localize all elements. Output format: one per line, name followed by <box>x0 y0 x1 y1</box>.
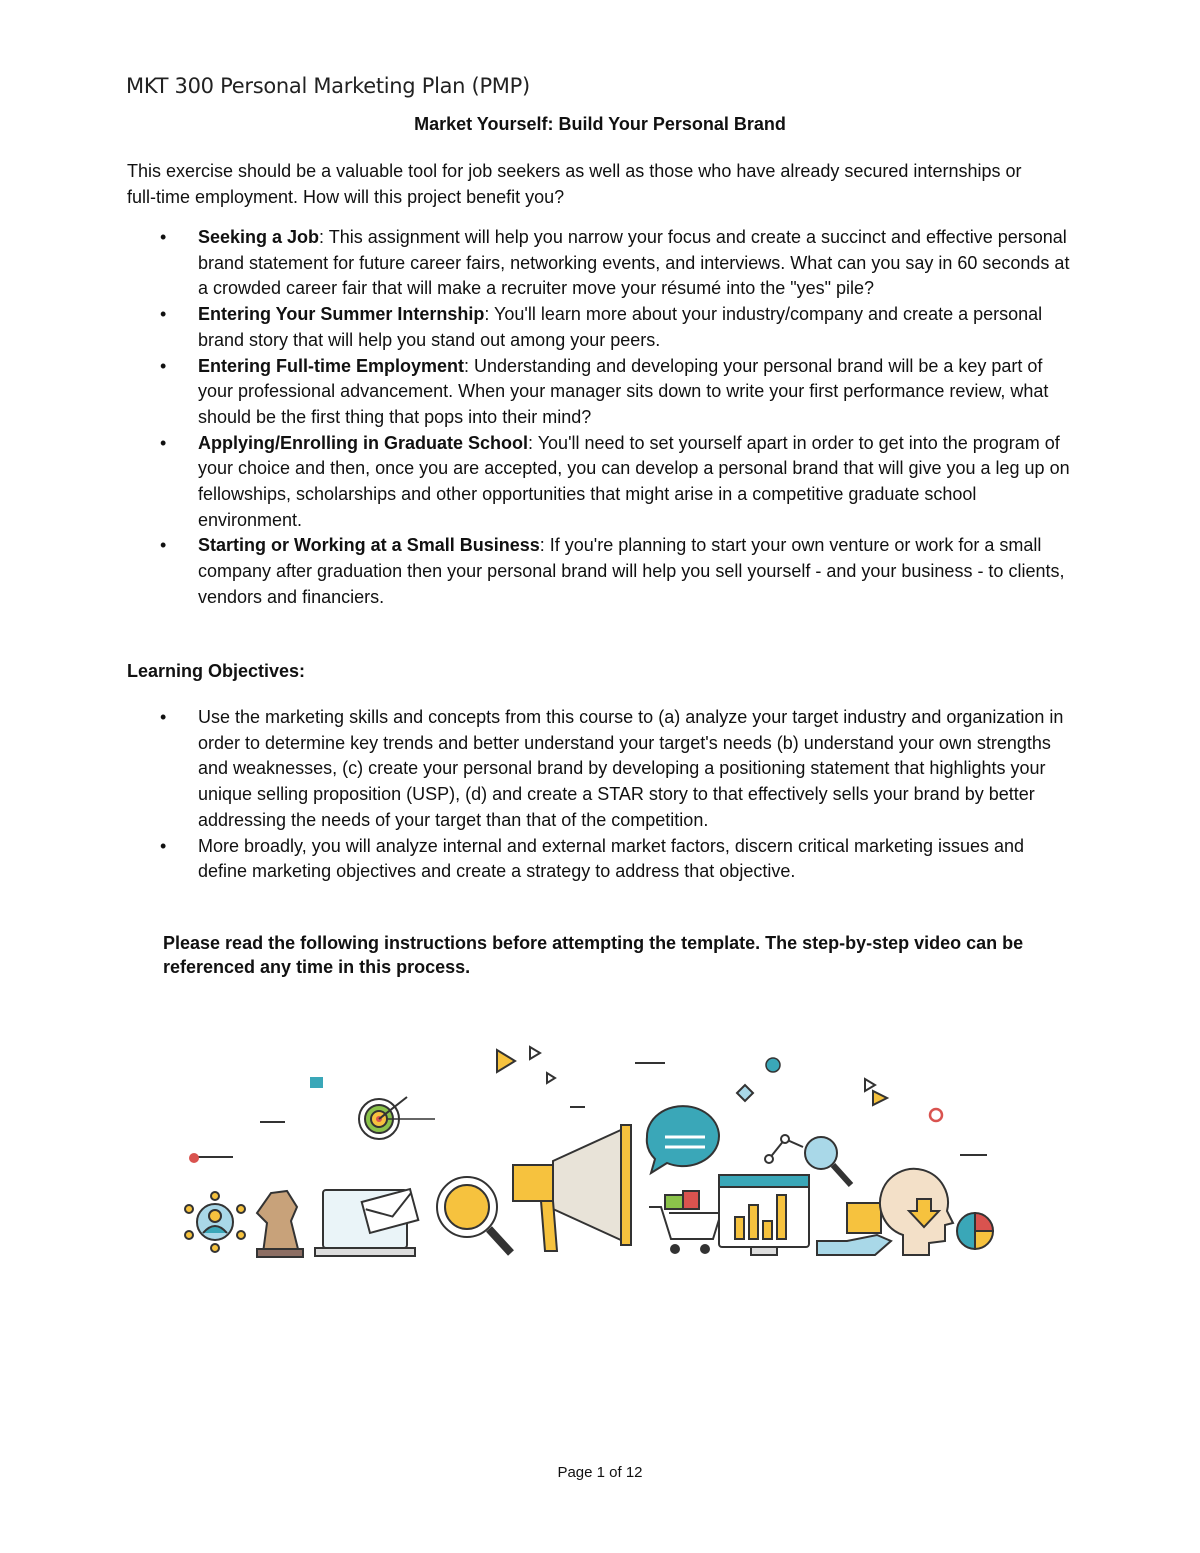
list-item <box>127 705 1077 834</box>
bullet-icon: • <box>160 535 167 556</box>
network-icon <box>185 1192 245 1252</box>
megaphone-icon <box>513 1125 631 1251</box>
bullet-icon: • <box>160 432 167 453</box>
bullet-icon: • <box>160 304 167 325</box>
cart-icon <box>649 1191 721 1253</box>
pie-chart-icon <box>957 1213 993 1249</box>
benefit-text: : You'll learn more about your industry/company and create a personal brand story that will help you stand out among your peers. <box>198 304 1043 350</box>
chess-knight-icon <box>257 1191 303 1257</box>
benefit-term: Starting or Working at a Small Business <box>198 535 540 556</box>
bullet-icon: • <box>160 227 167 247</box>
benefit-term: Seeking a Job <box>198 227 320 247</box>
benefit-text: : This assignment will help you narrow your focus and create a succinct and effective personal brand statement for future career fairs, networking events, and interviews. What can you say in 60 seconds at a crowded career fair that will make a recruiter move your résumé into the "yes" pile? <box>198 227 1070 299</box>
benefits-list <box>127 225 1077 611</box>
list-item <box>127 354 1077 431</box>
list-item <box>127 834 1077 885</box>
analytics-monitor-icon <box>719 1175 809 1255</box>
benefit-term: Entering Full-time Employment <box>198 355 465 376</box>
benefit-text: : You'll need to set yourself apart in order to get into the program of your choice and then, once you are accepted, you can develop a personal brand that will give you a leg up on fellowships, scholarships and other opportunities that might arise in a competitive graduate school environment. <box>198 432 1070 530</box>
benefit-term: Applying/Enrolling in Graduate School <box>198 432 529 453</box>
bullet-icon: • <box>160 835 167 856</box>
chat-bubble-icon <box>647 1106 719 1173</box>
instructions-notice: Please read the following instructions before attempting the template. The step-by-step video can be referenced any time in this process. <box>163 933 1024 977</box>
laptop-icon <box>315 1189 418 1256</box>
list-item <box>127 533 1077 610</box>
header-title: MKT 300 Personal Marketing Plan (PMP) <box>126 74 530 98</box>
page-number: Page 1 of 12 <box>557 1464 643 1481</box>
benefit-text: : Understanding and developing your personal brand will be a key part of your professional advancement. When your manager sits down to write your first performance review, what should be the first thing that pops into their mind? <box>198 355 1049 427</box>
bullet-icon: • <box>160 707 167 727</box>
target-icon <box>359 1097 435 1139</box>
list-item <box>127 302 1077 353</box>
benefit-text: : If you're planning to start your own venture or work for a small company after graduation then your personal brand will help you sell yourself - and your business - to clients, vendors and financiers. <box>198 535 1065 607</box>
list-item <box>127 431 1077 534</box>
decoration-shapes <box>195 1047 987 1157</box>
intro-paragraph: This exercise should be a valuable tool for job seekers as well as those who have already secured internships or full-time employment. How will this project benefit you? <box>127 161 1022 207</box>
objectives-list <box>127 705 1077 885</box>
objective-text: More broadly, you will analyze internal and external market factors, discern critical marketing issues and define marketing objectives and create a strategy to address that objective. <box>198 835 1025 882</box>
benefit-term: Entering Your Summer Internship <box>198 304 485 325</box>
list-item <box>127 225 1077 302</box>
objective-text: Use the marketing skills and concepts from this course to (a) analyze your target industry and organization in order to determine key trends and better understand your target's needs (b) understand your own strengths and weaknesses, (c) create your personal brand by developing a positioning statement that highlights your unique selling proposition (USP), (d) and create a STAR story to that effectively sells your brand by better addressing the needs of your target than that of the competition. <box>198 707 1064 830</box>
magnifier-icon <box>437 1177 511 1253</box>
marketing-illustration <box>175 1035 1015 1270</box>
objectives-heading: Learning Objectives: <box>127 661 306 681</box>
page-title: Market Yourself: Build Your Personal Brand <box>414 114 786 134</box>
bullet-icon: • <box>160 355 167 376</box>
